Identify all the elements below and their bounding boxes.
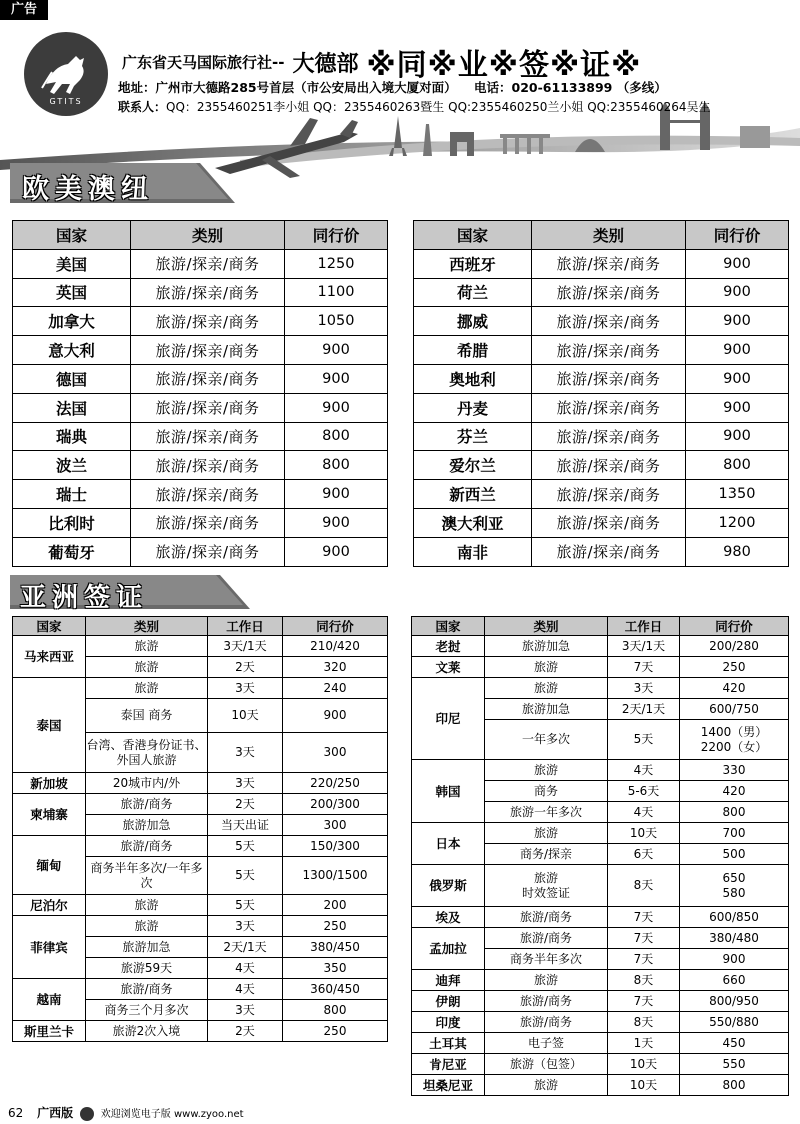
price-cell: 1350	[686, 480, 789, 509]
days-cell: 3天	[208, 773, 283, 794]
type-cell: 旅游	[485, 970, 608, 991]
price-cell: 900	[686, 364, 789, 393]
country-cell: 法国	[13, 393, 131, 422]
table-header-row	[412, 617, 789, 636]
country-cell: 马来西亚	[13, 636, 86, 678]
price-cell: 800	[680, 1075, 789, 1096]
table-row	[13, 249, 388, 278]
col-header-price: 同行价	[686, 221, 789, 250]
type-cell: 旅游/商务	[86, 794, 208, 815]
table-header-row	[13, 617, 388, 636]
page-number: 62	[8, 1106, 24, 1120]
type-cell: 旅游	[485, 657, 608, 678]
europe-visa-table-right	[413, 220, 789, 567]
banner-title: ※同※业※签※证※	[366, 48, 642, 83]
type-cell: 旅游/探亲/商务	[532, 537, 686, 566]
type-cell: 旅游	[485, 1075, 608, 1096]
table-row	[13, 307, 388, 336]
table-row	[412, 907, 789, 928]
price-cell: 900	[686, 249, 789, 278]
price-cell: 660	[680, 970, 789, 991]
logo-icon	[80, 1107, 94, 1121]
type-cell: 旅游/探亲/商务	[131, 537, 285, 566]
table-header-row	[13, 221, 388, 250]
table-row	[414, 307, 789, 336]
type-cell: 旅游加急	[86, 937, 208, 958]
price-cell: 240	[283, 678, 388, 699]
price-cell: 550	[680, 1054, 789, 1075]
days-cell: 4天	[608, 802, 680, 823]
country-cell: 丹麦	[414, 393, 532, 422]
country-cell: 奥地利	[414, 364, 532, 393]
price-cell: 900	[285, 480, 388, 509]
table-row	[13, 393, 388, 422]
country-cell: 日本	[412, 823, 485, 865]
country-cell: 印度	[412, 1012, 485, 1033]
type-cell: 旅游	[86, 657, 208, 678]
type-cell: 旅游（包签）	[485, 1054, 608, 1075]
table-row	[13, 278, 388, 307]
price-cell: 800	[680, 802, 789, 823]
country-cell: 加拿大	[13, 307, 131, 336]
table-row	[412, 1033, 789, 1054]
table-row	[412, 678, 789, 699]
table-row	[414, 249, 789, 278]
type-cell: 旅游/探亲/商务	[532, 249, 686, 278]
type-cell: 旅游/探亲/商务	[532, 336, 686, 365]
type-cell: 旅游/探亲/商务	[532, 393, 686, 422]
days-cell: 8天	[608, 1012, 680, 1033]
type-cell: 旅游/探亲/商务	[131, 480, 285, 509]
price-cell: 600/850	[680, 907, 789, 928]
price-cell: 330	[680, 760, 789, 781]
country-cell: 伊朗	[412, 991, 485, 1012]
type-cell: 旅游/探亲/商务	[532, 364, 686, 393]
price-cell: 1100	[285, 278, 388, 307]
type-cell: 旅游/探亲/商务	[131, 451, 285, 480]
type-cell: 旅游/探亲/商务	[532, 307, 686, 336]
address-line	[118, 78, 667, 96]
price-cell: 700	[680, 823, 789, 844]
days-cell: 7天	[608, 928, 680, 949]
table-row	[412, 991, 789, 1012]
country-cell: 英国	[13, 278, 131, 307]
type-cell: 旅游/探亲/商务	[131, 422, 285, 451]
price-cell: 900	[283, 699, 388, 733]
edition-label: 广西版	[37, 1106, 74, 1120]
price-cell: 450	[680, 1033, 789, 1054]
price-cell: 900	[285, 537, 388, 566]
price-cell: 220/250	[283, 773, 388, 794]
country-cell: 坦桑尼亚	[412, 1075, 485, 1096]
col-header-price: 同行价	[285, 221, 388, 250]
type-cell: 商务半年多次/一年多次	[86, 857, 208, 895]
contacts-line	[118, 98, 711, 115]
table-row	[414, 508, 789, 537]
price-cell: 420	[680, 781, 789, 802]
table-row	[412, 865, 789, 907]
type-cell: 旅游加急	[86, 815, 208, 836]
type-cell: 旅游/探亲/商务	[532, 278, 686, 307]
type-line: 时效签证	[521, 885, 570, 900]
table-row	[412, 760, 789, 781]
type-cell: 旅游/探亲/商务	[131, 336, 285, 365]
price-cell: 800	[686, 451, 789, 480]
country-cell: 波兰	[13, 451, 131, 480]
country-cell: 埃及	[412, 907, 485, 928]
days-cell: 10天	[608, 1054, 680, 1075]
table-row	[414, 480, 789, 509]
price-cell: 900	[686, 393, 789, 422]
section-title-europe: 欧美澳纽	[22, 174, 154, 205]
country-cell: 希腊	[414, 336, 532, 365]
type-cell: 旅游59天	[86, 958, 208, 979]
country-cell: 菲律宾	[13, 916, 86, 979]
table-row	[13, 1021, 388, 1042]
type-cell: 旅游/探亲/商务	[131, 393, 285, 422]
price-cell: 900	[686, 307, 789, 336]
price-cell: 360/450	[283, 979, 388, 1000]
price-cell: 200/300	[283, 794, 388, 815]
table-row	[13, 636, 388, 657]
type-cell: 旅游	[485, 760, 608, 781]
days-cell: 3天	[208, 678, 283, 699]
type-cell: 旅游一年多次	[485, 802, 608, 823]
europe-visa-table-left	[12, 220, 388, 567]
price-cell: 500	[680, 844, 789, 865]
type-cell: 旅游/探亲/商务	[131, 307, 285, 336]
price-cell: 800	[283, 1000, 388, 1021]
type-cell	[485, 865, 608, 907]
table-row	[414, 393, 789, 422]
type-cell: 旅游/商务	[86, 836, 208, 857]
country-cell: 葡萄牙	[13, 537, 131, 566]
table-row	[13, 364, 388, 393]
price-cell: 200	[283, 895, 388, 916]
price-cell: 1300/1500	[283, 857, 388, 895]
days-cell: 10天	[608, 1075, 680, 1096]
type-cell: 一年多次	[485, 720, 608, 760]
days-cell: 7天	[608, 991, 680, 1012]
days-cell: 10天	[208, 699, 283, 733]
section-europe-header	[10, 163, 235, 203]
price-line: 1400（男）	[700, 725, 768, 740]
logo-text: GTITS	[49, 97, 83, 106]
days-cell: 8天	[608, 970, 680, 991]
days-cell: 10天	[608, 823, 680, 844]
table-row	[412, 970, 789, 991]
days-cell: 3天	[208, 916, 283, 937]
price-cell: 380/450	[283, 937, 388, 958]
type-cell: 旅游/探亲/商务	[131, 364, 285, 393]
price-cell: 900	[680, 949, 789, 970]
country-cell: 肯尼亚	[412, 1054, 485, 1075]
country-cell: 文莱	[412, 657, 485, 678]
table-row	[13, 895, 388, 916]
type-cell: 20城市内/外	[86, 773, 208, 794]
days-cell: 5天	[208, 857, 283, 895]
asia-visa-table-left	[12, 616, 388, 1042]
type-cell: 旅游/探亲/商务	[532, 480, 686, 509]
type-cell: 旅游/探亲/商务	[532, 508, 686, 537]
country-cell: 新加坡	[13, 773, 86, 794]
type-cell: 旅游	[86, 678, 208, 699]
days-cell: 2天	[208, 794, 283, 815]
type-cell: 旅游	[485, 678, 608, 699]
col-header-days: 工作日	[208, 617, 283, 636]
days-cell: 7天	[608, 657, 680, 678]
col-header-country: 国家	[414, 221, 532, 250]
price-cell: 320	[283, 657, 388, 678]
col-header-type: 类别	[532, 221, 686, 250]
price-cell: 380/480	[680, 928, 789, 949]
type-cell: 旅游	[86, 636, 208, 657]
col-header-type: 类别	[485, 617, 608, 636]
table-row	[414, 336, 789, 365]
days-cell: 3天	[208, 1000, 283, 1021]
type-cell: 旅游/商务	[86, 979, 208, 1000]
department-name: 大德部	[292, 51, 359, 77]
col-header-days: 工作日	[608, 617, 680, 636]
price-cell: 250	[283, 916, 388, 937]
type-cell: 旅游/探亲/商务	[532, 422, 686, 451]
price-cell: 300	[283, 815, 388, 836]
table-header-row	[414, 221, 789, 250]
type-cell: 旅游/探亲/商务	[131, 278, 285, 307]
col-header-country: 国家	[13, 221, 131, 250]
country-cell: 尼泊尔	[13, 895, 86, 916]
type-cell: 旅游加急	[485, 636, 608, 657]
col-header-price: 同行价	[283, 617, 388, 636]
footer	[8, 1104, 244, 1121]
days-cell: 4天	[208, 958, 283, 979]
table-row	[13, 451, 388, 480]
days-cell: 8天	[608, 865, 680, 907]
price-cell: 900	[686, 336, 789, 365]
table-row	[13, 422, 388, 451]
price-line: 650	[722, 871, 746, 886]
price-line: 2200（女）	[700, 739, 768, 754]
country-cell: 缅甸	[13, 836, 86, 895]
type-cell: 旅游加急	[485, 699, 608, 720]
country-cell: 俄罗斯	[412, 865, 485, 907]
country-cell: 芬兰	[414, 422, 532, 451]
table-row	[13, 678, 388, 699]
country-cell: 韩国	[412, 760, 485, 823]
table-row	[13, 773, 388, 794]
table-row	[13, 508, 388, 537]
contacts-label: 联系人：	[118, 100, 167, 114]
contacts: QQ：2355460251李小姐 QQ：2355460263暨生 QQ:2355460250兰小姐 QQ:2355460264吴生	[166, 100, 711, 114]
table-row	[13, 916, 388, 937]
days-cell: 3天/1天	[208, 636, 283, 657]
table-row	[414, 422, 789, 451]
country-cell: 迪拜	[412, 970, 485, 991]
days-cell: 3天/1天	[608, 636, 680, 657]
col-header-country: 国家	[412, 617, 485, 636]
country-cell: 泰国	[13, 678, 86, 773]
price-cell: 800	[285, 422, 388, 451]
table-row	[13, 794, 388, 815]
days-cell: 6天	[608, 844, 680, 865]
days-cell: 3天	[208, 733, 283, 773]
country-cell: 老挝	[412, 636, 485, 657]
price-cell: 150/300	[283, 836, 388, 857]
table-row	[13, 836, 388, 857]
price-cell: 800/950	[680, 991, 789, 1012]
type-cell: 旅游	[86, 895, 208, 916]
type-cell: 旅游	[86, 916, 208, 937]
type-cell: 旅游/探亲/商务	[131, 508, 285, 537]
type-cell: 旅游/探亲/商务	[131, 249, 285, 278]
country-cell: 柬埔寨	[13, 794, 86, 836]
company-name: 广东省天马国际旅行社--	[122, 53, 285, 72]
table-row	[13, 537, 388, 566]
price-cell	[680, 865, 789, 907]
price-cell: 980	[686, 537, 789, 566]
price-cell: 900	[686, 422, 789, 451]
days-cell: 5天	[208, 836, 283, 857]
price-cell: 300	[283, 733, 388, 773]
website-text: 欢迎浏览电子版 www.zyoo.net	[100, 1109, 244, 1120]
type-line: 旅游	[533, 871, 558, 886]
header	[10, 24, 800, 150]
country-cell: 西班牙	[414, 249, 532, 278]
table-row	[412, 636, 789, 657]
country-cell: 荷兰	[414, 278, 532, 307]
country-cell: 瑞典	[13, 422, 131, 451]
type-cell: 旅游/探亲/商务	[532, 451, 686, 480]
col-header-price: 同行价	[680, 617, 789, 636]
days-cell: 7天	[608, 907, 680, 928]
type-cell: 泰国 商务	[86, 699, 208, 733]
price-cell: 250	[680, 657, 789, 678]
table-row	[414, 537, 789, 566]
table-row	[412, 823, 789, 844]
country-cell: 挪威	[414, 307, 532, 336]
country-cell: 意大利	[13, 336, 131, 365]
price-cell: 1250	[285, 249, 388, 278]
country-cell: 印尼	[412, 678, 485, 760]
table-row	[414, 451, 789, 480]
days-cell: 4天	[208, 979, 283, 1000]
table-row	[412, 657, 789, 678]
price-cell: 420	[680, 678, 789, 699]
type-cell: 旅游/商务	[485, 928, 608, 949]
days-cell: 5天	[608, 720, 680, 760]
table-row	[414, 278, 789, 307]
days-cell: 5-6天	[608, 781, 680, 802]
days-cell: 2天	[208, 1021, 283, 1042]
country-cell: 越南	[13, 979, 86, 1021]
col-header-type: 类别	[131, 221, 285, 250]
section-asia-header	[10, 575, 250, 613]
days-cell: 2天/1天	[608, 699, 680, 720]
address: 地址：广州市大德路285号首层（市公安局出入境大厦对面）	[118, 80, 457, 95]
type-cell: 旅游2次入境	[86, 1021, 208, 1042]
type-cell: 商务半年多次	[485, 949, 608, 970]
type-cell: 旅游/商务	[485, 907, 608, 928]
price-cell: 900	[285, 336, 388, 365]
price-cell: 250	[283, 1021, 388, 1042]
price-cell: 600/750	[680, 699, 789, 720]
country-cell: 爱尔兰	[414, 451, 532, 480]
type-cell: 商务	[485, 781, 608, 802]
country-cell: 比利时	[13, 508, 131, 537]
table-row	[412, 1012, 789, 1033]
price-cell: 800	[285, 451, 388, 480]
price-cell: 200/280	[680, 636, 789, 657]
days-cell: 3天	[608, 678, 680, 699]
price-cell: 900	[686, 278, 789, 307]
days-cell: 1天	[608, 1033, 680, 1054]
table-row	[414, 364, 789, 393]
country-cell: 德国	[13, 364, 131, 393]
col-header-country: 国家	[13, 617, 86, 636]
section-title-asia: 亚洲签证	[20, 583, 149, 613]
days-cell: 5天	[208, 895, 283, 916]
days-cell: 4天	[608, 760, 680, 781]
type-cell: 电子签	[485, 1033, 608, 1054]
price-cell: 550/880	[680, 1012, 789, 1033]
table-row	[412, 1054, 789, 1075]
table-row	[13, 979, 388, 1000]
company-logo	[24, 32, 108, 116]
price-cell: 900	[285, 508, 388, 537]
country-cell: 澳大利亚	[414, 508, 532, 537]
country-cell: 瑞士	[13, 480, 131, 509]
price-cell: 210/420	[283, 636, 388, 657]
country-cell: 斯里兰卡	[13, 1021, 86, 1042]
price-cell: 350	[283, 958, 388, 979]
price-cell: 900	[285, 393, 388, 422]
asia-visa-table-right	[411, 616, 789, 1096]
days-cell: 2天	[208, 657, 283, 678]
price-cell: 900	[285, 364, 388, 393]
col-header-type: 类别	[86, 617, 208, 636]
days-cell: 2天/1天	[208, 937, 283, 958]
country-cell: 美国	[13, 249, 131, 278]
country-cell: 孟加拉	[412, 928, 485, 970]
table-row	[412, 1075, 789, 1096]
days-cell: 7天	[608, 949, 680, 970]
type-cell: 台湾、香港身份证书、外国人旅游	[86, 733, 208, 773]
days-cell: 当天出证	[208, 815, 283, 836]
table-row	[412, 928, 789, 949]
price-line: 580	[722, 885, 746, 900]
country-cell: 新西兰	[414, 480, 532, 509]
type-cell: 旅游/商务	[485, 1012, 608, 1033]
price-cell: 1200	[686, 508, 789, 537]
country-cell: 南非	[414, 537, 532, 566]
phone: 电话：020-61133899 （多线）	[474, 80, 667, 95]
price-cell	[680, 720, 789, 760]
table-row	[13, 336, 388, 365]
type-cell: 商务三个月多次	[86, 1000, 208, 1021]
country-cell: 土耳其	[412, 1033, 485, 1054]
type-cell: 旅游/商务	[485, 991, 608, 1012]
table-row	[13, 480, 388, 509]
ad-tag: 广告	[0, 0, 48, 20]
price-cell: 1050	[285, 307, 388, 336]
type-cell: 商务/探亲	[485, 844, 608, 865]
type-cell: 旅游	[485, 823, 608, 844]
